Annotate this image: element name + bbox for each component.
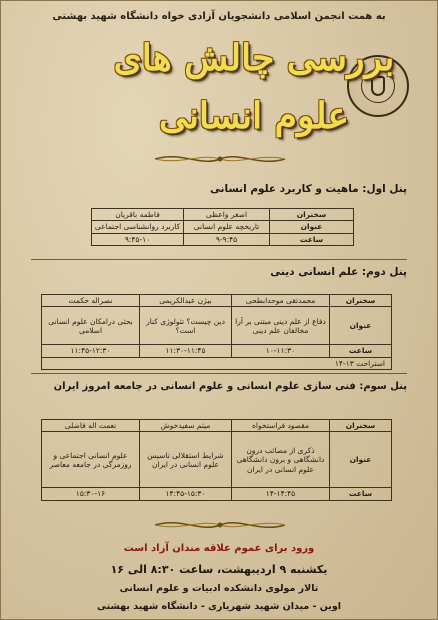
topic-cell: کاربرد روانشناسی اجتماعی [92,221,184,233]
speaker-cell: فاطمه باقریان [92,209,184,221]
topic-cell: بحثی درامکان علوم انسانی اسلامی [42,307,140,345]
topic-cell: دفاع از علم دینی مبتنی بر آرا مخالفان علم دینی [232,307,330,345]
organizer-line: به همت انجمن اسلامی دانشجویان آزادی خواه دانشگاه شهید بهشتی [52,11,386,22]
table-row [42,488,392,500]
table-row [42,295,392,307]
top-ornament-icon [151,151,289,167]
time-cell: ۱۰-۱۱:۳۰ [232,345,330,357]
panel-3-table [41,419,392,501]
panel-3-heading: پنل سوم: فنی سازی علوم انسانی و علوم انسانی در جامعه امروز ایران [53,381,407,392]
row-label: عنوان [330,307,392,345]
time-cell: ۱۱:۴۵-۱۲:۳۰ [42,345,140,357]
speaker-cell: مقصود فراستخواه [232,420,330,432]
time-cell: ۱۴-۱۴:۴۵ [232,488,330,500]
panel-1-table [91,208,354,246]
table-row [92,209,354,221]
panel-1-heading: پنل اول: ماهیت و کاربرد علوم انسانی [209,183,407,195]
topic-cell: شرایط استقلالی تاسیس علوم انسانی در ایران [140,432,232,488]
time-cell: ۱۵:۳۰-۱۶ [42,488,140,500]
time-cell: ۹:۴۵-۱۰ [92,233,184,245]
row-label: عنوان [270,221,354,233]
row-label: سخنران [330,295,392,307]
event-address: اوین - میدان شهید شهریاری - دانشگاه شهید بهشتی [96,601,342,612]
poster-title-line1: بررسی چالش های [113,37,395,79]
speaker-cell: میثم سفیدخوش [140,420,232,432]
speaker-cell: اصغر واعظی [184,209,270,221]
row-label: عنوان [330,432,392,488]
speaker-cell: نصراله حکمت [42,295,140,307]
table-row [42,432,392,488]
topic-cell: دین چیست؟ تئولوژی کنار است؟ [140,307,232,345]
table-row [42,357,392,369]
panel-2-heading: پنل دوم: علم انسانی دینی [270,266,407,278]
row-label: سخنران [270,209,354,221]
speaker-cell: نعمت اله فاضلی [42,420,140,432]
divider [31,373,407,374]
table-row [92,233,354,245]
topic-cell: علوم انسانی اجتماعی و روزمرگی در جامعه معاصر [42,432,140,488]
time-cell: ۱۴:۴۵-۱۵:۳۰ [140,488,232,500]
row-label: سخنران [330,420,392,432]
table-row [42,420,392,432]
time-cell: ۱۱:۳۰-۱۱:۴۵ [140,345,232,357]
topic-cell: تاریخچه علوم انسانی [184,221,270,233]
panel-2-table [41,294,392,370]
time-cell: ۹-۹:۴۵ [184,233,270,245]
event-datetime: یکشنبه ۹ اردیبهشت، ساعت ۸:۳۰ الی ۱۶ [110,563,328,576]
table-row [42,345,392,357]
row-label: ساعت [270,233,354,245]
event-venue: تالار مولوی دانشکده ادبیات و علوم انسانی [119,583,319,594]
speaker-cell: بیژن عبدالکریمی [140,295,232,307]
free-entry-notice: ورود برای عموم علاقه مندان آزاد است [123,543,315,554]
row-label: ساعت [330,488,392,500]
speaker-cell: محمدتقی موحدابطحی [232,295,330,307]
row-label: ساعت [330,345,392,357]
topic-cell: ذکری از مصائب درون دانشگاهی و برون دانشگاهی علوم انسانی در ایران [232,432,330,488]
table-row [42,307,392,345]
poster-title-line2: علوم انسانی [159,95,349,137]
break-cell: استراحت ۱۳-۱۴ [42,357,392,369]
table-row [92,221,354,233]
divider [31,259,407,260]
bottom-ornament-icon [151,517,289,533]
